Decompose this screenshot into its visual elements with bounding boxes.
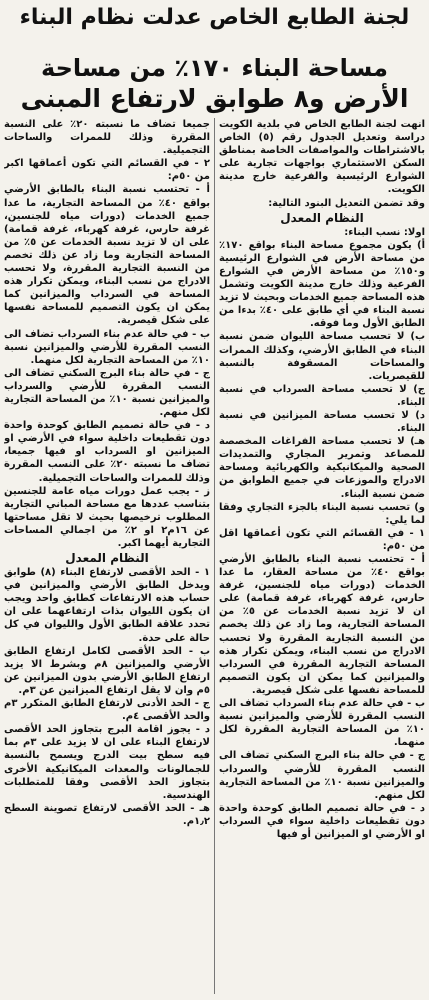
article-column-right [219,118,425,996]
paragraph: د - في حالة تصميم الطابق كوحدة واحدة دون تقطيعات داخلية سواء في السرداب او الأرضي او الميزانين أو فيها [219,802,425,840]
section-subhead: النظام المعدل [280,210,364,225]
headline-main-line2: الأرض و٨ طوابق لارتفاع المبنى [20,84,409,113]
column-divider [214,118,215,994]
paragraph: هـ) لا تحسب مساحة الفراغات المخصصة للمصاعد وتمرير المجاري والتمديدات الصحية والميكانيكية والكهربائية ومساحة الادراج والموزعات في جميع الطوابق من ضمن نسبة البناء. [219,436,425,500]
article-column-left [4,118,210,996]
paragraph: ب - الحد الأقصى لكامل ارتفاع الطابق الأرضي والميزانين ٨م وبشرط الا يزيد ارتفاع الطابق الأرضي بدون الميزانين عن ٥م وان لا يقل ارتفاع الميزانين عن ٣م. [4,645,210,696]
paragraph: ١ - الحد الأقصى لارتفاع البناء (٨) طوابق ويدخل الطابق الأرضي والميزانين في حساب هذه الارتفاعات كطابق واحد ويجب ان يكون الليوان بذات ارتفاعهما على ان تحدد علاقة الطابق الأول والليوان في كل حالة على حدة. [4,567,210,644]
paragraph: ٢ - في القسائم التي تكون أعماقها اكبر من ٥٠م: [4,158,210,183]
paragraph: د - يجوز اقامة البرج بتجاوز الحد الأقصى لارتفاع البناء على ان لا يزيد على ٣م بما فيه سطح بيت الدرج ويسمح بالنسبة للجمالونات والمعدات الميكانيكية الأخرى بتجاوز الحد الأقصى وفقا للمتطلبات الهندسية. [4,724,210,801]
paragraph: ١ - في القسائم التي تكون أعماقها اقل من ٥٠م: [219,527,425,552]
paragraph: أ) يكون مجموع مساحة البناء بواقع ١٧٠٪ من مساحة الأرض في الشوارع الرئيسية و١٥٠٪ من مساحة الأرض في الشوارع الفرعية وذلك خارج مدينة الكويت وتشمل هذه المساحة جميع الخدمات وبحيث لا تزيد نسبة البناء في أي طابق على ٤٠٪ بدءا من الطابق الأول وما فوقه. [219,239,425,330]
paragraph: ج) لا تحسب مساحة السرداب في نسبة البناء. [219,383,425,408]
article-intro: انهت لجنة الطابع الخاص في بلدية الكويت دراسة وتعديل الجدول رقم (٥) الخاص بالاشتراطات والمواصفات الخاصة بمناطق السكن الاستثماري بواجهات تجارية على الشوارع الرئيسية والفرعية خارج مدينة الكويت. [219,119,425,196]
paragraph: ب - في حالة عدم بناء السرداب تضاف الى النسب المقررة للأرضي والميزانين نسبة ١٠٪ من المساحة التجارية المقررة لكل منهما. [219,698,425,749]
section-subhead: النظام المعدل [65,551,149,566]
paragraph: جميعا تضاف ما نسبته ٢٠٪ على النسبة المقررة وذلك للممرات والساحات التجميلية. [4,119,210,157]
item-title: اولا: نسب البناء: [344,226,425,238]
paragraph: ب) لا تحسب مساحة الليوان ضمن نسبة البناء في الطابق الأرضي، وكذلك الممرات والمساحات المسقوفة بالنسبة للقيصريات. [219,331,425,382]
paragraph: ج - الحد الأدنى لارتفاع الطابق المتكرر ٣م والحد الأقصى ٤م. [4,698,210,723]
paragraph: ج - في حالة بناء البرج السكني تضاف الى النسب المقررة للأرضي والسرداب والميزانين نسبة ١٠٪ من المساحة التجارية لكل منهم. [4,367,210,419]
paragraph: أ - تحتسب نسبة البناء بالطابق الأرضي بواقع ٤٠٪ من المساحة التجارية، ما عدا جميع الخدمات (دورات مياه للجنسين، غرفة حارس، غرفة كهرباء، غرفة قمامة) على ان لا تزيد نسبة الخدمات عن ٥٪ من المساحة التجارية وما زاد عن ذلك تخصم من النسبة التجارية المقررة، ولا تحسب الادراج من نسب البناء، ويمكن تكرار هذه المساحة في السرداب والميزانين كما يمكن ان يكون التصميم للمساحة نفسها على شكل قيصرية. [4,184,210,327]
paragraph: ج - في حالة بناء البرج السكني تضاف الى النسب المقررة للأرضي والسرداب والميزانين نسبة ١٠٪ من المساحة التجارية لكل منهم. [219,750,425,801]
paragraph: د - في حالة تصميم الطابق كوحدة واحدة دون تقطيعات داخلية سواء في الأرضي او الميزانين او السرداب او فيها جميعا، تضاف ما نسبته ٢٠٪ على النسب المقررة وذلك للممرات والساحات التجميلية. [4,420,210,484]
headline-kicker: لجنة الطابع الخاص عدلت نظام البناء [19,5,410,30]
headline-main-line1: مساحة البناء ١٧٠٪ من مساحة [41,54,388,82]
paragraph: د) لا تحسب مساحة الميزانين في نسبة البناء. [219,409,425,435]
paragraph: ز - يجب عمل دورات مياه عامة للجنسين بتناسب عددها مع مساحة المباني التجارية المطلوب ترخيصها بحيث لا تقل مساحتها عن ١٦م٢ او ٢٪ من اجمالي المساحات التجارية أيهما اكبر. [4,485,210,549]
article-intro-2: وقد تضمن التعديل البنود التالية: [268,197,425,209]
paragraph: ب - في حالة عدم بناء السرداب تضاف الى النسب المقررة للأرضي والميزانين نسبة ١٠٪ من المساحة التجارية لكل منهما. [4,328,210,366]
paragraph: و) تحسب نسبة البناء بالجزء التجاري وفقا لما يلي: [219,501,425,526]
paragraph: أ - تحتسب نسبة البناء بالطابق الأرضي بواقع ٤٠٪ من مساحة العقار، ما عدا الخدمات (دورات مياه للجنسين، غرفة حارس، غرفة كهرباء، غرفة قمامة) على ان لا تزيد نسبة الخدمات عن ٥٪ من المساحة التجارية، وما زاد عن ذلك يخصم من النسبة التجارية المقررة ولا تحسب الادراج من نسب البناء، ويمكن تكرار هذه المساحة التجارية المقررة في السرداب والميزانين كما يمكن ان يكون التصميم للمساحة نفسها على شكل قيصرية. [219,554,425,696]
paragraph: هـ - الحد الأقصى لارتفاع تصوينة السطح ١٫٢م. [4,802,210,827]
